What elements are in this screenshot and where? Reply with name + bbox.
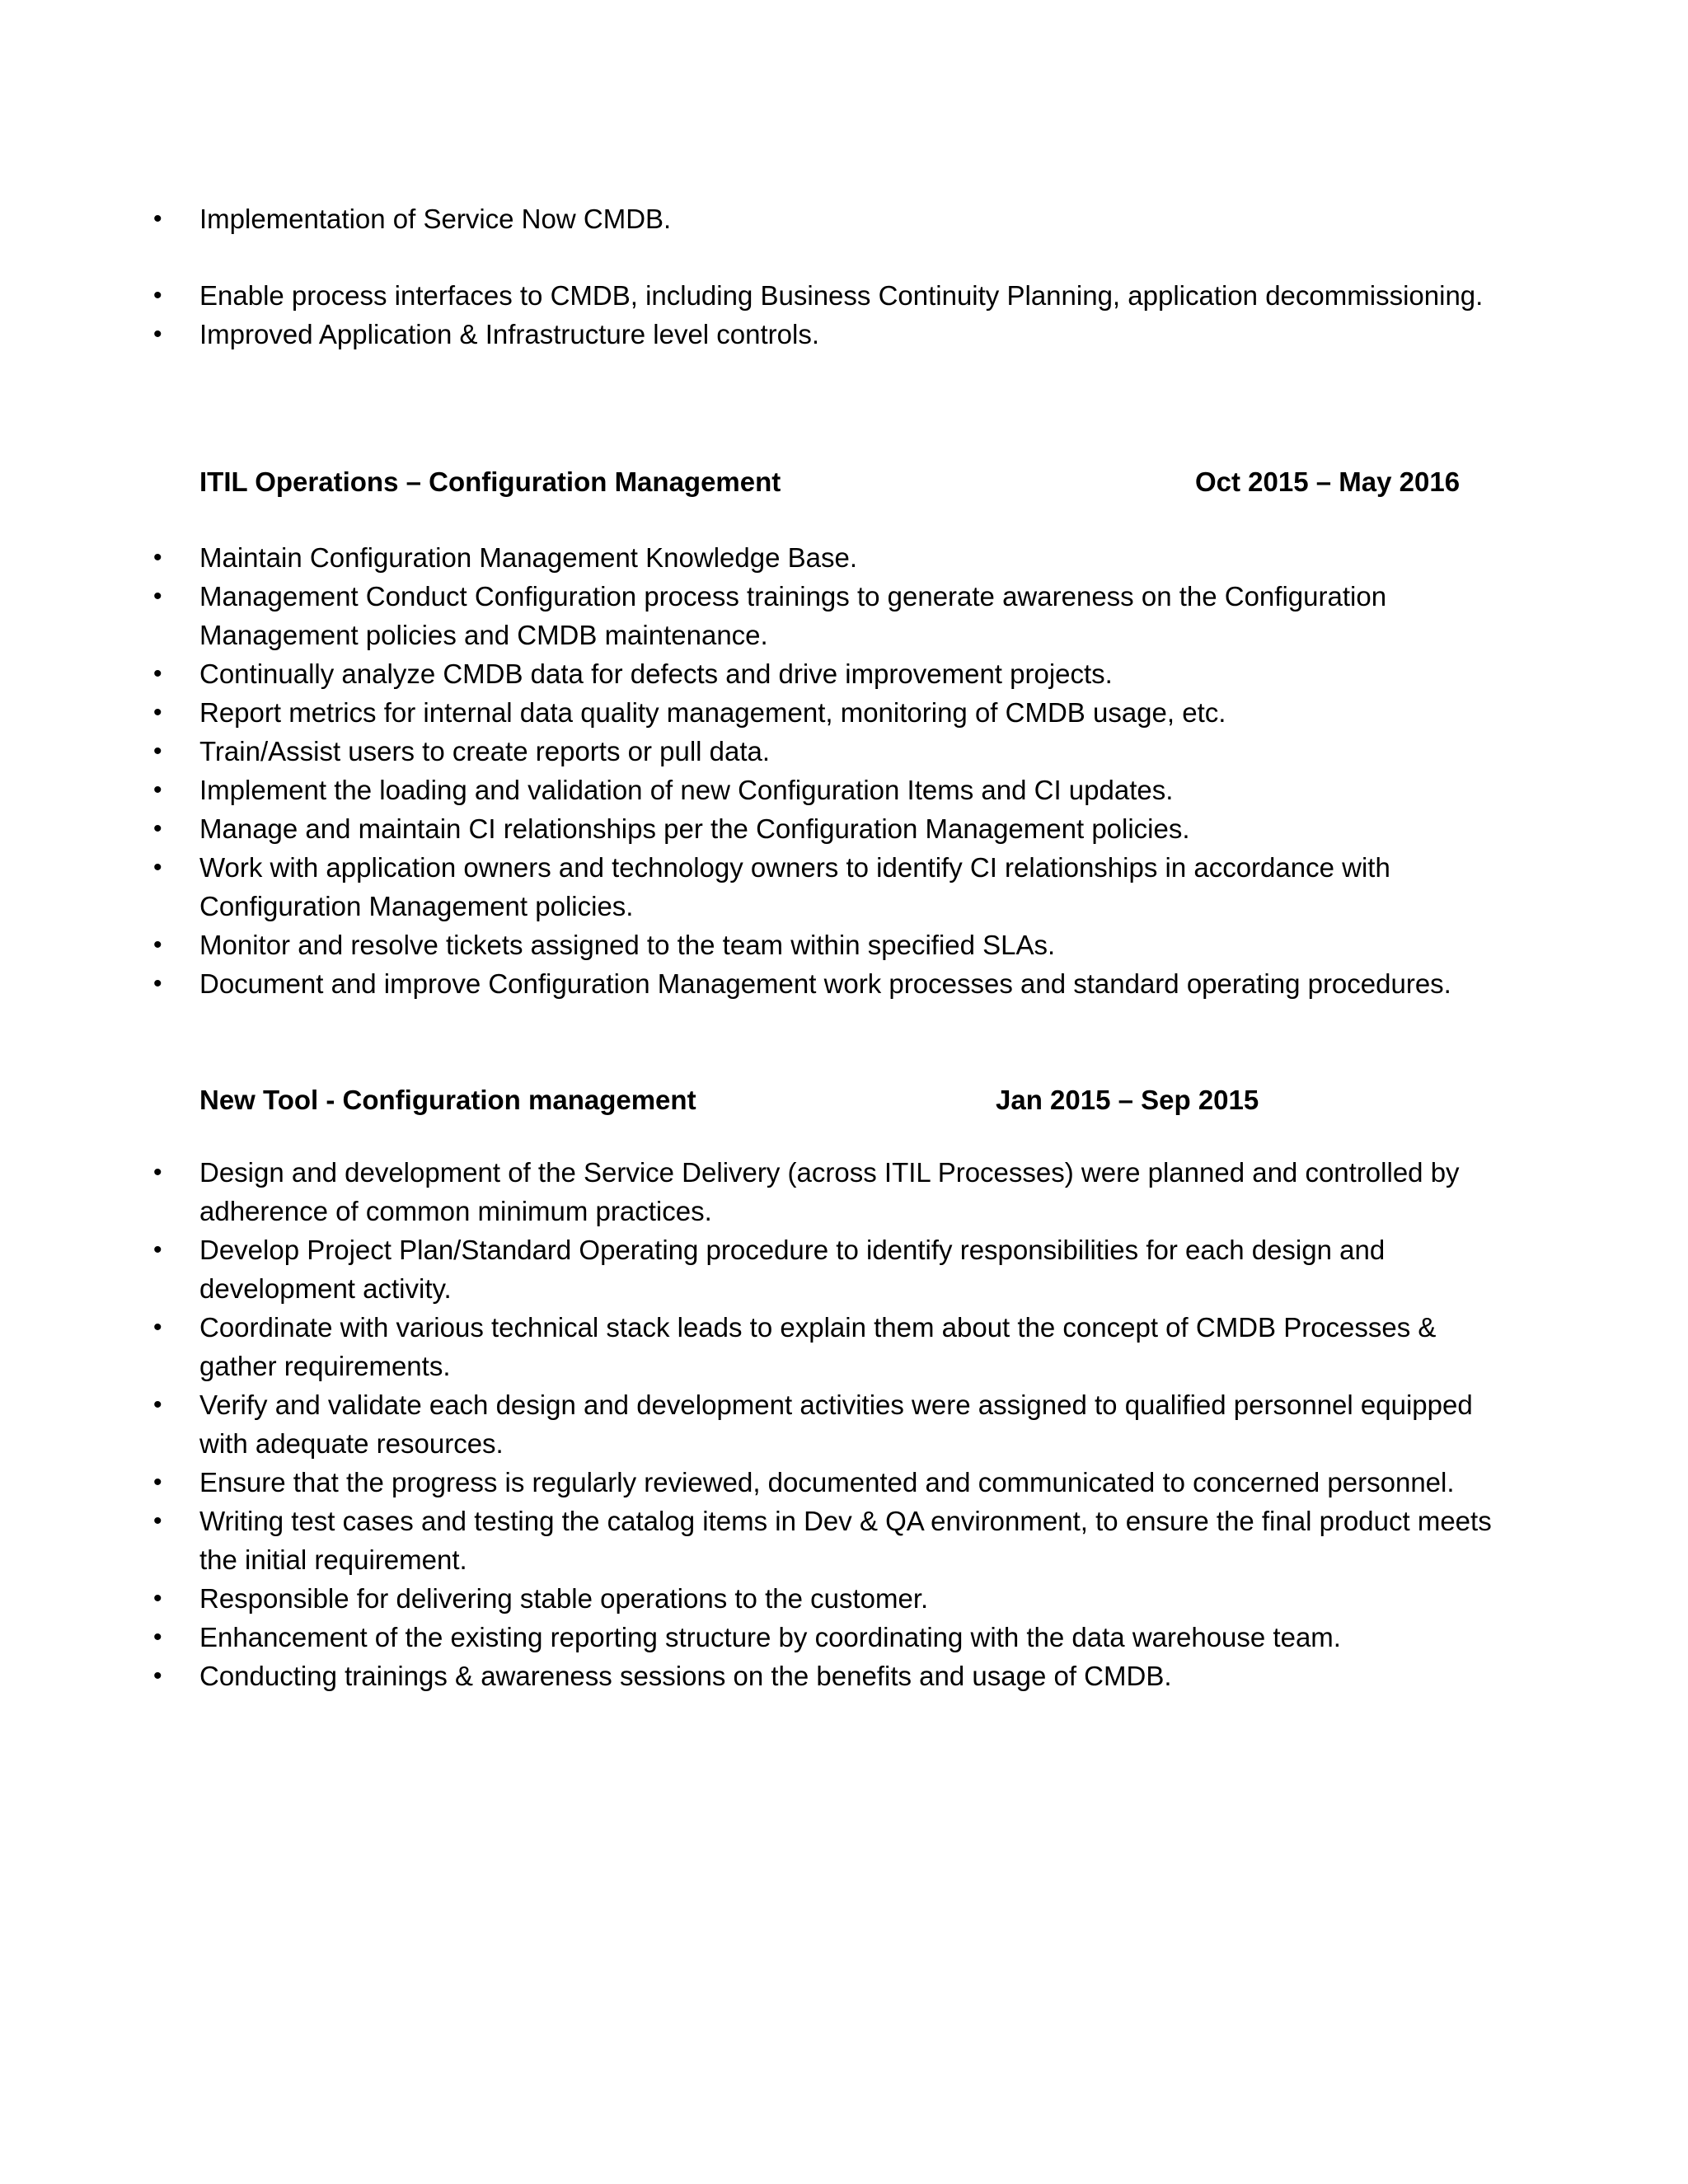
bullet-icon: •	[153, 544, 162, 571]
bullet-icon: •	[153, 699, 162, 726]
bullet-icon: •	[153, 854, 162, 881]
list-item-text: Coordinate with various technical stack leads to explain them about the concept of CMDB Processes & gather requirements.	[199, 1312, 1437, 1381]
list-item	[150, 538, 1502, 577]
list-item-text: Responsible for delivering stable operations to the customer.	[199, 1583, 929, 1614]
list-item	[150, 577, 1502, 654]
list-item	[150, 1385, 1502, 1463]
list-item	[150, 1579, 1502, 1618]
list-item	[150, 809, 1502, 848]
list-item-text: Manage and maintain CI relationships per the Configuration Management policies.	[199, 813, 1190, 844]
list-item	[150, 771, 1502, 809]
list-item-text: Monitor and resolve tickets assigned to the team within specified SLAs.	[199, 930, 1056, 960]
bullet-icon: •	[153, 660, 162, 687]
list-item-text: Conducting trainings & awareness sessions on the benefits and usage of CMDB.	[199, 1661, 1172, 1691]
bullet-icon: •	[153, 1236, 162, 1263]
list-item	[150, 1230, 1502, 1308]
list-item	[150, 654, 1502, 693]
bullet-icon: •	[153, 1624, 162, 1651]
list-item	[150, 276, 1502, 315]
bullet-icon: •	[153, 1469, 162, 1496]
itil-operations-bullet-list	[150, 538, 1502, 1003]
list-item-text: Management Conduct Configuration process trainings to generate awareness on the Configuration Management policies and CMDB maintenance.	[199, 581, 1387, 650]
bullet-icon: •	[153, 931, 162, 958]
bullet-icon: •	[153, 1314, 162, 1341]
bullet-icon: •	[153, 1159, 162, 1186]
intro-bullet-list	[150, 199, 1502, 354]
list-item-text: Implement the loading and validation of new Configuration Items and CI updates.	[199, 775, 1174, 805]
list-item	[150, 1657, 1502, 1695]
bullet-icon: •	[153, 1391, 162, 1418]
list-item-text: Implementation of Service Now CMDB.	[199, 204, 672, 234]
bullet-icon: •	[153, 583, 162, 610]
list-item-text: Design and development of the Service Delivery (across ITIL Processes) were planned and controlled by adherence of common minimum practices.	[199, 1157, 1460, 1226]
section-dates-itil-operations: Oct 2015 – May 2016	[1195, 466, 1461, 497]
list-item-text: Work with application owners and technology owners to identify CI relationships in accordance with Configuration Management policies.	[199, 852, 1390, 921]
bullet-icon: •	[153, 1507, 162, 1535]
list-item	[150, 732, 1502, 771]
list-item-text: Continually analyze CMDB data for defects and drive improvement projects.	[199, 658, 1113, 689]
list-item	[150, 1502, 1502, 1579]
list-item	[150, 848, 1502, 926]
section-title-new-tool: New Tool - Configuration management	[199, 1085, 696, 1115]
bullet-icon: •	[153, 321, 162, 348]
list-item-text: Maintain Configuration Management Knowledge Base.	[199, 542, 857, 573]
list-item-text: Train/Assist users to create reports or pull data.	[199, 736, 771, 766]
bullet-icon: •	[153, 776, 162, 804]
bullet-icon: •	[153, 1662, 162, 1690]
list-item	[150, 964, 1502, 1003]
list-item-text: Report metrics for internal data quality management, monitoring of CMDB usage, etc.	[199, 697, 1226, 728]
list-item	[150, 199, 1502, 238]
list-item-text: Ensure that the progress is regularly reviewed, documented and communicated to concerned personnel.	[199, 1467, 1455, 1497]
bullet-icon: •	[153, 1585, 162, 1612]
list-item-text: Enhancement of the existing reporting structure by coordinating with the data warehouse team.	[199, 1622, 1341, 1652]
bullet-icon: •	[153, 205, 162, 232]
list-item	[150, 926, 1502, 964]
list-item-text: Improved Application & Infrastructure level controls.	[199, 319, 820, 349]
list-item	[150, 1463, 1502, 1502]
list-item-text: Verify and validate each design and development activities were assigned to qualified personnel equipped with adequate resources.	[199, 1390, 1473, 1459]
new-tool-bullet-list	[150, 1153, 1502, 1695]
list-item	[150, 1153, 1502, 1230]
bullet-icon: •	[153, 815, 162, 842]
list-item-text: Document and improve Configuration Management work processes and standard operating procedures.	[199, 968, 1451, 999]
bullet-icon: •	[153, 738, 162, 765]
list-item-text: Develop Project Plan/Standard Operating procedure to identify responsibilities for each design and development activity.	[199, 1235, 1386, 1304]
bullet-icon: •	[153, 970, 162, 997]
list-item	[150, 693, 1502, 732]
bullet-icon: •	[153, 282, 162, 309]
list-item	[150, 1308, 1502, 1385]
section-title-itil-operations: ITIL Operations – Configuration Management	[199, 466, 781, 497]
list-item-text: Writing test cases and testing the catalog items in Dev & QA environment, to ensure the final product meets the initial requirement.	[199, 1506, 1492, 1575]
list-item	[150, 315, 1502, 354]
list-item	[150, 1618, 1502, 1657]
list-item-text: Enable process interfaces to CMDB, including Business Continuity Planning, application decommissioning.	[199, 280, 1484, 311]
section-dates-new-tool: Jan 2015 – Sep 2015	[996, 1085, 1259, 1115]
